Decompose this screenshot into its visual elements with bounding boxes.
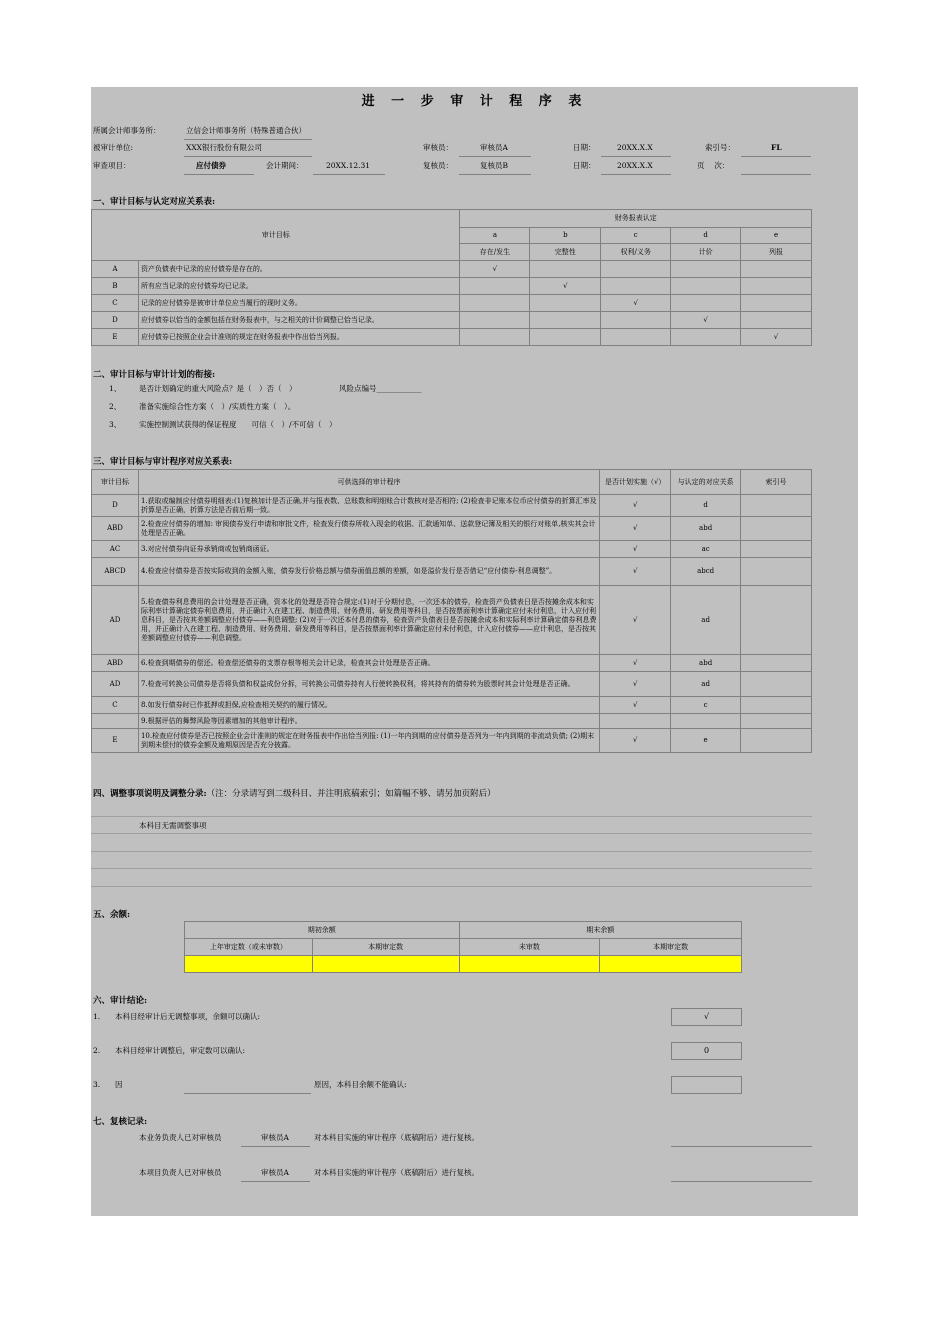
balance-cell[interactable] (600, 956, 742, 973)
preparer-underline (459, 156, 531, 157)
conclusion-text: 因 (115, 1080, 123, 1089)
section5-heading: 五、余额: (93, 910, 131, 920)
conclusion-num: 2. (93, 1046, 101, 1055)
procedure-text: 5.检查债券利息费用的会计处理是否正确，资本化的处理是否符合规定:(1)对于分期付息，一次还本的债券，检查资产负债表日是否按摊余成本和实际利率计算确定债券利息费用，并正确计入在建工程、制造费用、财务费用、研发费用等科目，是否按票面利率计算确定应付未付利息，计入应付利息科目，是否按其差额调整应付债券——利息调整; (2)对于一次还本付息的债券，检查资产负债表日是否按摊余成本和实际利率计算确定债券利息费用，并正确计入在建工程、制造费用、财务费用、研发费用等科目，是否按票面利率计算确定应付未付利息，计入应付债券——应计利息，是否按其差额调整应付债券——利息调整。 (138, 586, 599, 655)
conclusion-box[interactable] (671, 1076, 742, 1094)
procedure-objective: D (92, 495, 139, 517)
index-underline (741, 156, 811, 157)
date1-label: 日期： (573, 143, 596, 152)
plan-item-text: 实施控制测试获得的保证程度 可信（ ）/不可信（ ） (139, 420, 337, 429)
index-cell[interactable] (741, 495, 812, 517)
procedure-text: 3.对应付债券向证券承销商或包销商函证。 (138, 541, 599, 558)
review-name: 审核员A (261, 1133, 289, 1142)
firm-label: 所属会计师事务所： (93, 126, 161, 135)
assertion-name: 计价 (671, 244, 741, 261)
objective-letter: E (92, 329, 139, 346)
assertion-letter: a (460, 228, 530, 244)
conclusion-box[interactable]: 0 (671, 1042, 742, 1060)
assertion-check-cell[interactable] (671, 295, 741, 312)
index-label: 索引号： (705, 143, 735, 152)
review-pre: 本业务负责人已对审核员 (139, 1133, 222, 1142)
assertion-letter: c (601, 228, 671, 244)
assertion-name: 完整性 (530, 244, 601, 261)
signature-underline[interactable] (671, 1146, 812, 1147)
assertion-check-cell[interactable] (601, 278, 671, 295)
worksheet (91, 87, 858, 1216)
assertion-check-cell[interactable] (741, 312, 812, 329)
implemented-cell[interactable]: √ (600, 558, 671, 586)
period-underline (313, 174, 385, 175)
conclusion-num: 1. (93, 1012, 101, 1021)
adjust-line (91, 816, 812, 817)
table-row (92, 672, 812, 697)
index-cell[interactable] (741, 517, 812, 541)
procedure-table (91, 469, 812, 753)
opening-balance-header: 期初余额 (185, 922, 460, 939)
implemented-header: 是否计划实施（√） (600, 470, 671, 495)
procedure-objective: ABD (92, 517, 139, 541)
risk-point-number: 风险点编号____________ (339, 384, 422, 393)
assertion-check-cell[interactable]: √ (460, 261, 530, 278)
plan-item-num: 3、 (109, 420, 122, 429)
balance-cell[interactable] (185, 956, 313, 973)
page-title: 进 一 步 审 计 程 序 表 (361, 94, 588, 109)
assertion-check-cell[interactable] (671, 329, 741, 346)
conclusion-box[interactable]: √ (671, 1008, 742, 1026)
plan-item-num: 1、 (109, 384, 122, 393)
table-row (92, 655, 812, 672)
date2-label: 日期： (573, 161, 596, 170)
index-cell[interactable] (741, 586, 812, 655)
implemented-cell[interactable]: √ (600, 541, 671, 558)
section7-heading: 七、复核记录: (93, 1117, 148, 1127)
section4-title (93, 787, 496, 799)
assertion-check-cell[interactable] (601, 312, 671, 329)
implemented-cell[interactable]: √ (600, 586, 671, 655)
date1-value: 20XX.X.X (617, 143, 653, 152)
section4-heading: 四、调整事项说明及调整分录: (93, 789, 207, 799)
table-row (92, 329, 812, 346)
objective-header: 审计目标 (92, 470, 139, 495)
assertion-relation: ac (671, 541, 741, 558)
objective-text: 应付债券已按照企业会计准则的规定在财务报表中作出恰当列报。 (138, 329, 460, 346)
balance-cell[interactable] (459, 956, 600, 973)
index-cell[interactable] (741, 672, 812, 697)
table-row (92, 541, 812, 558)
section4-note: （注：分录请写到二级科目、并注明底稿索引；如篇幅不够、请另加页附后） (206, 789, 496, 799)
signature-underline[interactable] (671, 1181, 812, 1182)
procedure-objective: AD (92, 586, 139, 655)
preparer-value: 审核员A (480, 143, 508, 152)
preparer-label: 审核员： (423, 143, 453, 152)
table-row (92, 312, 812, 329)
procedure-text: 9.根据评估的舞弊风险等因素增加的其他审计程序。 (138, 714, 599, 729)
section1-heading: 一、审计目标与认定对应关系表: (93, 197, 216, 207)
implemented-cell[interactable] (600, 714, 671, 729)
assertion-relation: ad (671, 672, 741, 697)
objective-text: 所有应当记录的应付债券均已记录。 (138, 278, 460, 295)
assertion-letter: b (530, 228, 601, 244)
entity-underline (184, 156, 312, 157)
reviewer-value: 复核员B (480, 161, 509, 170)
implemented-cell[interactable]: √ (600, 729, 671, 753)
objective-letter: C (92, 295, 139, 312)
assertion-check-cell[interactable] (530, 312, 601, 329)
reviewer-underline (459, 174, 531, 175)
assertion-relation: abd (671, 655, 741, 672)
objective-text: 资产负债表中记录的应付债券是存在的。 (138, 261, 460, 278)
procedure-text: 2.检查应付债券的增加: 审阅债券发行申请和审批文件，检查发行债券所收入现金的收据、汇款通知单、送款登记簿及相关的银行对账单,核实其会计处理是否正确。 (138, 517, 599, 541)
assertion-check-cell[interactable]: √ (601, 295, 671, 312)
assertion-check-cell[interactable] (460, 295, 530, 312)
assertion-check-cell[interactable] (460, 329, 530, 346)
index-cell[interactable] (741, 714, 812, 729)
procedure-text: 6.检查到期债券的偿还。检查偿还债券的支票存根等相关会计记录，检查其会计处理是否正确。 (138, 655, 599, 672)
objective-letter: A (92, 261, 139, 278)
procedure-objective (92, 714, 139, 729)
assertion-check-cell[interactable]: √ (741, 329, 812, 346)
index-cell[interactable] (741, 655, 812, 672)
procedure-objective: AD (92, 672, 139, 697)
implemented-cell[interactable]: √ (600, 517, 671, 541)
procedure-objective: AC (92, 541, 139, 558)
table-row (92, 517, 812, 541)
item-underline (184, 174, 254, 175)
page-underline (741, 174, 811, 175)
table-row (92, 495, 812, 517)
section3-heading: 三、审计目标与审计程序对应关系表: (93, 457, 233, 467)
index-cell[interactable] (741, 697, 812, 714)
procedure-text: 8.如发行债券时已作抵押或担保,应检查相关契约的履行情况。 (138, 697, 599, 714)
section6-heading: 六、审计结论: (93, 996, 148, 1006)
assertion-relation (671, 714, 741, 729)
adjust-line-text: 本科目无需调整事项 (139, 821, 207, 830)
procedure-objective: ABD (92, 655, 139, 672)
period-label: 会计期间： (266, 161, 304, 170)
assertion-check-cell[interactable]: √ (671, 312, 741, 329)
procedure-header: 可供选择的审计程序 (138, 470, 599, 495)
assertion-check-cell[interactable] (741, 295, 812, 312)
assertion-relation: c (671, 697, 741, 714)
table-row (92, 697, 812, 714)
section2-heading: 二、审计目标与审计计划的衔接: (93, 370, 216, 380)
implemented-cell[interactable]: √ (600, 672, 671, 697)
review-underline (241, 1146, 310, 1147)
plan-item-text: 是否计划确定的重大风险点？是（ ）否（ ） (139, 384, 297, 393)
review-pre: 本项目负责人已对审核员 (139, 1168, 222, 1177)
assertion-check-cell[interactable] (601, 329, 671, 346)
assertion-relation: abcd (671, 558, 741, 586)
balance-table (184, 921, 742, 973)
table-row (92, 714, 812, 729)
plan-item-text: 准备实施综合性方案（ ）/实质性方案（ ）。 (139, 402, 296, 411)
objective-letter: B (92, 278, 139, 295)
conclusion-text: 本科目经审计调整后，审定数可以确认: (115, 1046, 246, 1055)
balance-cell[interactable] (312, 956, 459, 973)
objective-text: 记录的应付债券是被审计单位应当履行的现时义务。 (138, 295, 460, 312)
index-header: 索引号 (741, 470, 812, 495)
assertion-relation: d (671, 495, 741, 517)
review-underline (241, 1181, 310, 1182)
balance-col-header: 本期审定数 (600, 939, 742, 956)
procedure-text: 7.检查可转换公司债券是否将负债和权益成份分拆，可转换公司债券持有人行使转换权利，将其持有的债券转为股票时其会计处理是否正确。 (138, 672, 599, 697)
procedure-objective: C (92, 697, 139, 714)
reason-underline[interactable] (184, 1093, 311, 1094)
plan-item-num: 2、 (109, 402, 122, 411)
adjust-line (91, 833, 812, 834)
procedure-objective: E (92, 729, 139, 753)
assertion-check-cell[interactable] (530, 261, 601, 278)
adjust-line (91, 851, 812, 852)
review-post: 对本科目实施的审计程序（底稿附后）进行复核。 (314, 1168, 479, 1177)
procedure-text: 4.检查应付债券是否按实际收到的金额入账，债券发行价格总额与债券面值总额的差额，如是溢价发行是否借记“应付债券-利息调整”。 (138, 558, 599, 586)
table-row (92, 729, 812, 753)
index-cell[interactable] (741, 541, 812, 558)
implemented-cell[interactable]: √ (600, 697, 671, 714)
assertion-check-cell[interactable] (460, 278, 530, 295)
date1-underline (601, 156, 671, 157)
review-post: 对本科目实施的审计程序（底稿附后）进行复核。 (314, 1133, 479, 1142)
assertion-group-header: 财务报表认定 (460, 210, 812, 228)
date2-value: 20XX.X.X (617, 161, 653, 170)
conclusion-text: 原因，本科目余额不能确认: (314, 1080, 407, 1089)
assertion-check-cell[interactable] (741, 261, 812, 278)
item-value: 应付债券 (196, 161, 226, 170)
item-label: 审查项目： (93, 161, 131, 170)
closing-balance-header: 期末余额 (459, 922, 742, 939)
procedure-objective: ABCD (92, 558, 139, 586)
table-row (92, 558, 812, 586)
review-name: 审核员A (261, 1168, 289, 1177)
date2-underline (601, 174, 671, 175)
table-row (92, 278, 812, 295)
assertion-relation: ad (671, 586, 741, 655)
page-label: 页 次： (697, 161, 730, 170)
objective-header: 审计目标 (92, 210, 460, 261)
implemented-cell[interactable]: √ (600, 655, 671, 672)
assertion-name: 列报 (741, 244, 812, 261)
conclusion-text: 本科目经审计后无调整事项，余额可以确认: (115, 1012, 261, 1021)
balance-col-header: 未审数 (459, 939, 600, 956)
entity-value: XXX银行股份有限公司 (186, 143, 263, 152)
assertion-name: 权利/义务 (601, 244, 671, 261)
objective-text: 应付债券以恰当的金额包括在财务报表中，与之相关的计价调整已恰当记录。 (138, 312, 460, 329)
table-row (92, 586, 812, 655)
firm-underline (184, 139, 312, 140)
firm-value: 立信会计师事务所（特殊普通合伙） (186, 126, 306, 135)
procedure-text: 1.获取或编制应付债券明细表:(1)复核加计是否正确,并与报表数、总账数和明细账合计数核对是否相符; (2)检查非记账本位币应付债券的折算汇率及折算是否正确，折算方法是否前后期一致。 (138, 495, 599, 517)
assertion-table (91, 209, 812, 346)
conclusion-num: 3. (93, 1080, 101, 1089)
index-cell[interactable] (741, 729, 812, 753)
objective-letter: D (92, 312, 139, 329)
adjust-line (91, 886, 812, 887)
assertion-check-cell[interactable] (460, 312, 530, 329)
table-row (92, 295, 812, 312)
assertion-check-cell[interactable] (671, 261, 741, 278)
assertion-check-cell[interactable] (601, 261, 671, 278)
balance-col-header: 上年审定数（或未审数） (185, 939, 313, 956)
assertion-check-cell[interactable] (671, 278, 741, 295)
assertion-check-cell[interactable] (741, 278, 812, 295)
assertion-check-cell[interactable] (530, 295, 601, 312)
assertion-name: 存在/发生 (460, 244, 530, 261)
index-value: FL (771, 143, 782, 152)
assertion-check-cell[interactable] (530, 329, 601, 346)
balance-col-header: 本期审定数 (312, 939, 459, 956)
index-cell[interactable] (741, 558, 812, 586)
assertion-relation: abd (671, 517, 741, 541)
reviewer-label: 复核员： (423, 161, 453, 170)
assertion-letter: d (671, 228, 741, 244)
assertion-letter: e (741, 228, 812, 244)
period-value: 20XX.12.31 (326, 161, 371, 170)
procedure-text: 10.检查应付债券是否已按照企业会计准则的规定在财务报表中作出恰当列报: (1)一年内到期的应付债券是否列为一年内到期的非流动负债; (2)期末到期未偿付的债券金额及逾期原因是否充分披露。 (138, 729, 599, 753)
assertion-relation: e (671, 729, 741, 753)
adjust-line (91, 868, 812, 869)
table-row (92, 261, 812, 278)
assertion-check-cell[interactable]: √ (530, 278, 601, 295)
assertion-header: 与认定的对应关系 (671, 470, 741, 495)
entity-label: 被审计单位: (93, 143, 134, 152)
implemented-cell[interactable]: √ (600, 495, 671, 517)
